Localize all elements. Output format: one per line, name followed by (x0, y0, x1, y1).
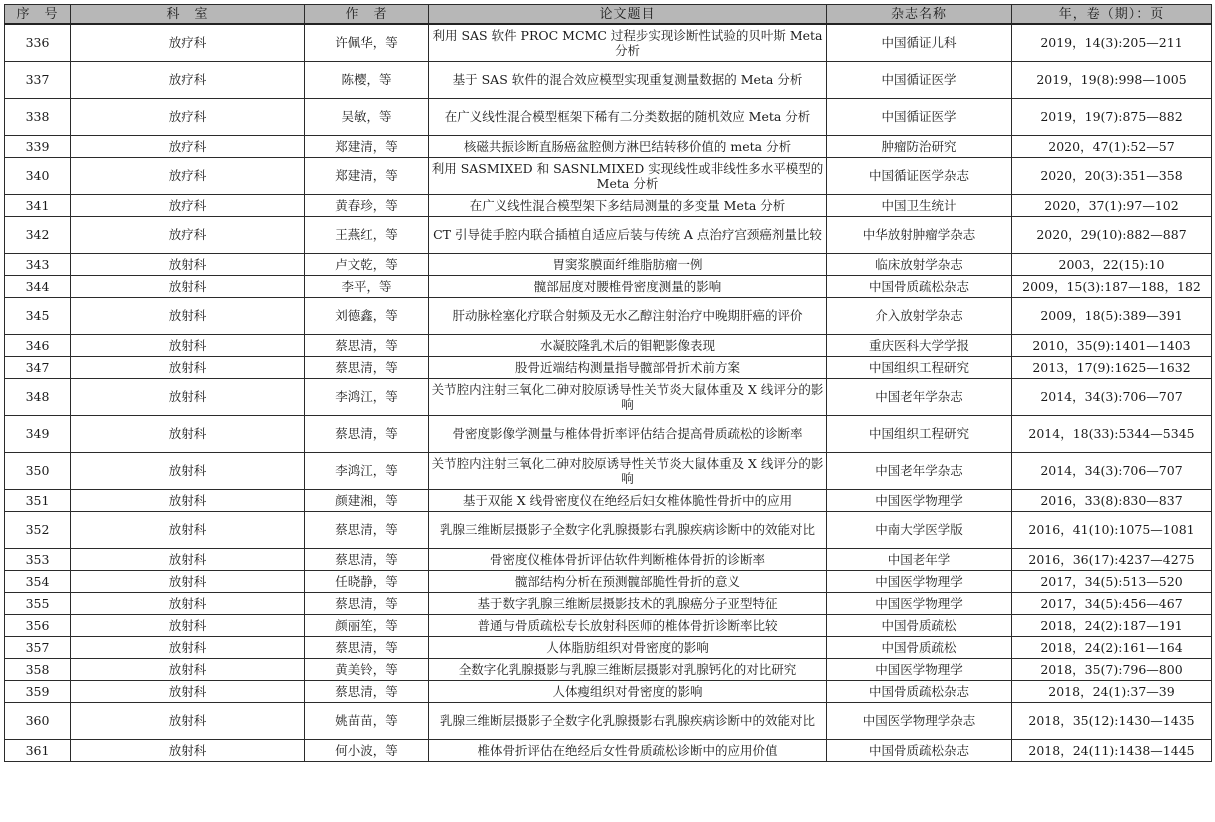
cell-no: 337 (5, 61, 71, 98)
table-row (5, 658, 1212, 680)
cell-dept: 放射科 (71, 680, 305, 702)
cell-author: 颜建湘，等 (305, 489, 429, 511)
cell-title: 普通与骨质疏松专长放射科医师的椎体骨折诊断率比较 (429, 614, 827, 636)
cell-dept: 放射科 (71, 253, 305, 275)
cell-author: 李鸿江，等 (305, 378, 429, 415)
cell-title: 水凝胶隆乳术后的钼靶影像表现 (429, 334, 827, 356)
cell-dept: 放射科 (71, 614, 305, 636)
cell-author: 蔡思清，等 (305, 592, 429, 614)
cell-dept: 放射科 (71, 334, 305, 356)
cell-journal: 中国医学物理学 (827, 570, 1012, 592)
cell-title: 乳腺三维断层摄影子全数字化乳腺摄影右乳腺疾病诊断中的效能对比 (429, 702, 827, 739)
cell-vol: 2016，36(17):4237—4275 (1012, 548, 1212, 570)
table-row (5, 489, 1212, 511)
cell-vol: 2018，24(2):187—191 (1012, 614, 1212, 636)
cell-journal: 中国循证医学杂志 (827, 157, 1012, 194)
cell-journal: 中国骨质疏松杂志 (827, 275, 1012, 297)
table-row (5, 135, 1212, 157)
cell-title: 骨密度仪椎体骨折评估软件判断椎体骨折的诊断率 (429, 548, 827, 570)
cell-title: 全数字化乳腺摄影与乳腺三维断层摄影对乳腺钙化的对比研究 (429, 658, 827, 680)
table-row (5, 194, 1212, 216)
cell-dept: 放射科 (71, 592, 305, 614)
cell-journal: 中国组织工程研究 (827, 415, 1012, 452)
cell-dept: 放疗科 (71, 157, 305, 194)
cell-vol: 2018，35(7):796—800 (1012, 658, 1212, 680)
table-row (5, 378, 1212, 415)
cell-dept: 放疗科 (71, 98, 305, 135)
table-row (5, 24, 1212, 61)
cell-author: 郑建清，等 (305, 157, 429, 194)
cell-title: 胃窦浆膜面纤维脂肪瘤一例 (429, 253, 827, 275)
cell-journal: 中国循证医学 (827, 98, 1012, 135)
table-row (5, 415, 1212, 452)
cell-dept: 放射科 (71, 415, 305, 452)
cell-no: 360 (5, 702, 71, 739)
cell-no: 343 (5, 253, 71, 275)
cell-vol: 2013，17(9):1625—1632 (1012, 356, 1212, 378)
cell-journal: 中国医学物理学 (827, 658, 1012, 680)
cell-dept: 放疗科 (71, 135, 305, 157)
cell-journal: 中国老年学 (827, 548, 1012, 570)
cell-journal: 中国骨质疏松杂志 (827, 739, 1012, 761)
cell-no: 353 (5, 548, 71, 570)
cell-dept: 放射科 (71, 548, 305, 570)
table-row (5, 636, 1212, 658)
cell-no: 354 (5, 570, 71, 592)
table-row (5, 157, 1212, 194)
cell-dept: 放疗科 (71, 216, 305, 253)
cell-no: 336 (5, 24, 71, 61)
cell-vol: 2020，20(3):351—358 (1012, 157, 1212, 194)
cell-vol: 2019，19(7):875—882 (1012, 98, 1212, 135)
table-row (5, 614, 1212, 636)
publication-table (4, 4, 1212, 762)
cell-journal: 中国卫生统计 (827, 194, 1012, 216)
cell-journal: 中国循证医学 (827, 61, 1012, 98)
cell-author: 何小波，等 (305, 739, 429, 761)
cell-no: 350 (5, 452, 71, 489)
table-row (5, 592, 1212, 614)
cell-vol: 2010，35(9):1401—1403 (1012, 334, 1212, 356)
cell-vol: 2020，29(10):882—887 (1012, 216, 1212, 253)
header-title: 论文题目 (429, 5, 827, 25)
cell-journal: 中国老年学杂志 (827, 452, 1012, 489)
cell-title: 人体脂肪组织对骨密度的影响 (429, 636, 827, 658)
cell-author: 许佩华，等 (305, 24, 429, 61)
table-row (5, 548, 1212, 570)
cell-title: 在广义线性混合模型架下多结局测量的多变量 Meta 分析 (429, 194, 827, 216)
cell-author: 王燕红，等 (305, 216, 429, 253)
cell-author: 陈樱，等 (305, 61, 429, 98)
table-row (5, 702, 1212, 739)
cell-no: 341 (5, 194, 71, 216)
cell-dept: 放射科 (71, 658, 305, 680)
cell-no: 348 (5, 378, 71, 415)
cell-journal: 中国老年学杂志 (827, 378, 1012, 415)
cell-no: 356 (5, 614, 71, 636)
cell-no: 344 (5, 275, 71, 297)
cell-no: 345 (5, 297, 71, 334)
cell-vol: 2020，37(1):97—102 (1012, 194, 1212, 216)
cell-author: 蔡思清，等 (305, 636, 429, 658)
cell-no: 338 (5, 98, 71, 135)
cell-dept: 放射科 (71, 570, 305, 592)
table-row (5, 98, 1212, 135)
cell-journal: 中国医学物理学杂志 (827, 702, 1012, 739)
cell-dept: 放射科 (71, 378, 305, 415)
cell-vol: 2019，14(3):205—211 (1012, 24, 1212, 61)
cell-dept: 放疗科 (71, 24, 305, 61)
cell-dept: 放射科 (71, 636, 305, 658)
cell-title: 核磁共振诊断直肠癌盆腔侧方淋巴结转移价值的 meta 分析 (429, 135, 827, 157)
cell-title: 人体瘦组织对骨密度的影响 (429, 680, 827, 702)
table-row (5, 275, 1212, 297)
cell-no: 359 (5, 680, 71, 702)
cell-vol: 2016，33(8):830—837 (1012, 489, 1212, 511)
cell-no: 355 (5, 592, 71, 614)
cell-vol: 2014，34(3):706—707 (1012, 378, 1212, 415)
header-row (5, 5, 1212, 25)
publication-table-container (4, 4, 1211, 762)
cell-title: 椎体骨折评估在绝经后女性骨质疏松诊断中的应用价值 (429, 739, 827, 761)
cell-title: 髋部屈度对腰椎骨密度测量的影响 (429, 275, 827, 297)
cell-no: 340 (5, 157, 71, 194)
cell-no: 352 (5, 511, 71, 548)
cell-dept: 放射科 (71, 511, 305, 548)
cell-author: 蔡思清，等 (305, 334, 429, 356)
cell-author: 任晓静，等 (305, 570, 429, 592)
table-body (5, 24, 1212, 761)
cell-dept: 放射科 (71, 356, 305, 378)
cell-dept: 放疗科 (71, 61, 305, 98)
cell-author: 蔡思清，等 (305, 548, 429, 570)
cell-vol: 2009，18(5):389—391 (1012, 297, 1212, 334)
cell-no: 342 (5, 216, 71, 253)
cell-no: 358 (5, 658, 71, 680)
cell-author: 吴敏，等 (305, 98, 429, 135)
cell-vol: 2009，15(3):187—188，182 (1012, 275, 1212, 297)
cell-dept: 放射科 (71, 297, 305, 334)
cell-journal: 临床放射学杂志 (827, 253, 1012, 275)
cell-journal: 介入放射学杂志 (827, 297, 1012, 334)
cell-no: 357 (5, 636, 71, 658)
cell-journal: 中国骨质疏松 (827, 614, 1012, 636)
cell-author: 颜丽笙，等 (305, 614, 429, 636)
cell-author: 卢文乾，等 (305, 253, 429, 275)
cell-title: 乳腺三维断层摄影子全数字化乳腺摄影右乳腺疾病诊断中的效能对比 (429, 511, 827, 548)
cell-vol: 2014，18(33):5344—5345 (1012, 415, 1212, 452)
table-row (5, 253, 1212, 275)
cell-journal: 中国循证儿科 (827, 24, 1012, 61)
cell-vol: 2020，47(1):52—57 (1012, 135, 1212, 157)
cell-author: 蔡思清，等 (305, 356, 429, 378)
cell-no: 339 (5, 135, 71, 157)
cell-author: 李鸿江，等 (305, 452, 429, 489)
cell-vol: 2014，34(3):706—707 (1012, 452, 1212, 489)
cell-vol: 2017，34(5):513—520 (1012, 570, 1212, 592)
table-row (5, 680, 1212, 702)
cell-dept: 放射科 (71, 452, 305, 489)
cell-journal: 中国组织工程研究 (827, 356, 1012, 378)
cell-vol: 2016，41(10):1075—1081 (1012, 511, 1212, 548)
table-row (5, 452, 1212, 489)
cell-no: 347 (5, 356, 71, 378)
cell-title: 肝动脉栓塞化疗联合射频及无水乙醇注射治疗中晚期肝癌的评价 (429, 297, 827, 334)
cell-journal: 中华放射肿瘤学杂志 (827, 216, 1012, 253)
table-row (5, 334, 1212, 356)
cell-journal: 重庆医科大学学报 (827, 334, 1012, 356)
cell-title: 髋部结构分析在预测髋部脆性骨折的意义 (429, 570, 827, 592)
cell-title: 股骨近端结构测量指导髋部骨折术前方案 (429, 356, 827, 378)
header-dept: 科 室 (71, 5, 305, 25)
cell-author: 李平，等 (305, 275, 429, 297)
cell-vol: 2018，24(2):161—164 (1012, 636, 1212, 658)
cell-vol: 2018，24(1):37—39 (1012, 680, 1212, 702)
table-row (5, 61, 1212, 98)
table-row (5, 570, 1212, 592)
cell-dept: 放射科 (71, 275, 305, 297)
cell-title: 在广义线性混合模型框架下稀有二分类数据的随机效应 Meta 分析 (429, 98, 827, 135)
cell-no: 346 (5, 334, 71, 356)
cell-author: 蔡思清，等 (305, 680, 429, 702)
cell-vol: 2003，22(15):10 (1012, 253, 1212, 275)
cell-journal: 中国骨质疏松杂志 (827, 680, 1012, 702)
table-row (5, 511, 1212, 548)
cell-journal: 中南大学医学版 (827, 511, 1012, 548)
cell-dept: 放疗科 (71, 194, 305, 216)
cell-vol: 2019，19(8):998—1005 (1012, 61, 1212, 98)
header-journal: 杂志名称 (827, 5, 1012, 25)
cell-journal: 中国骨质疏松 (827, 636, 1012, 658)
cell-no: 361 (5, 739, 71, 761)
cell-author: 郑建清，等 (305, 135, 429, 157)
table-row (5, 297, 1212, 334)
cell-title: CT 引导徒手腔内联合插植自适应后装与传统 A 点治疗宫颈癌剂量比较 (429, 216, 827, 253)
cell-author: 蔡思清，等 (305, 511, 429, 548)
header-no: 序 号 (5, 5, 71, 25)
cell-title: 关节腔内注射三氧化二砷对胶原诱导性关节炎大鼠体重及 X 线评分的影响 (429, 452, 827, 489)
cell-dept: 放射科 (71, 739, 305, 761)
table-row (5, 356, 1212, 378)
cell-dept: 放射科 (71, 489, 305, 511)
cell-title: 关节腔内注射三氧化二砷对胶原诱导性关节炎大鼠体重及 X 线评分的影响 (429, 378, 827, 415)
cell-journal: 肿瘤防治研究 (827, 135, 1012, 157)
cell-no: 351 (5, 489, 71, 511)
cell-title: 骨密度影像学测量与椎体骨折率评估结合提高骨质疏松的诊断率 (429, 415, 827, 452)
cell-author: 黄春珍，等 (305, 194, 429, 216)
table-header (5, 5, 1212, 25)
cell-dept: 放射科 (71, 702, 305, 739)
cell-author: 蔡思清，等 (305, 415, 429, 452)
table-row (5, 739, 1212, 761)
cell-no: 349 (5, 415, 71, 452)
cell-title: 基于 SAS 软件的混合效应模型实现重复测量数据的 Meta 分析 (429, 61, 827, 98)
cell-journal: 中国医学物理学 (827, 592, 1012, 614)
cell-vol: 2018，24(11):1438—1445 (1012, 739, 1212, 761)
table-row (5, 216, 1212, 253)
cell-title: 利用 SASMIXED 和 SASNLMIXED 实现线性或非线性多水平模型的 Meta 分析 (429, 157, 827, 194)
header-author: 作 者 (305, 5, 429, 25)
cell-vol: 2017，34(5):456—467 (1012, 592, 1212, 614)
cell-author: 姚苗苗，等 (305, 702, 429, 739)
cell-author: 黄美铃，等 (305, 658, 429, 680)
cell-vol: 2018，35(12):1430—1435 (1012, 702, 1212, 739)
cell-title: 基于数字乳腺三维断层摄影技术的乳腺癌分子亚型特征 (429, 592, 827, 614)
cell-title: 利用 SAS 软件 PROC MCMC 过程步实现诊断性试验的贝叶斯 Meta 分析 (429, 24, 827, 61)
header-vol: 年，卷（期）：页 (1012, 5, 1212, 25)
cell-author: 刘德鑫，等 (305, 297, 429, 334)
cell-journal: 中国医学物理学 (827, 489, 1012, 511)
cell-title: 基于双能 X 线骨密度仪在绝经后妇女椎体脆性骨折中的应用 (429, 489, 827, 511)
